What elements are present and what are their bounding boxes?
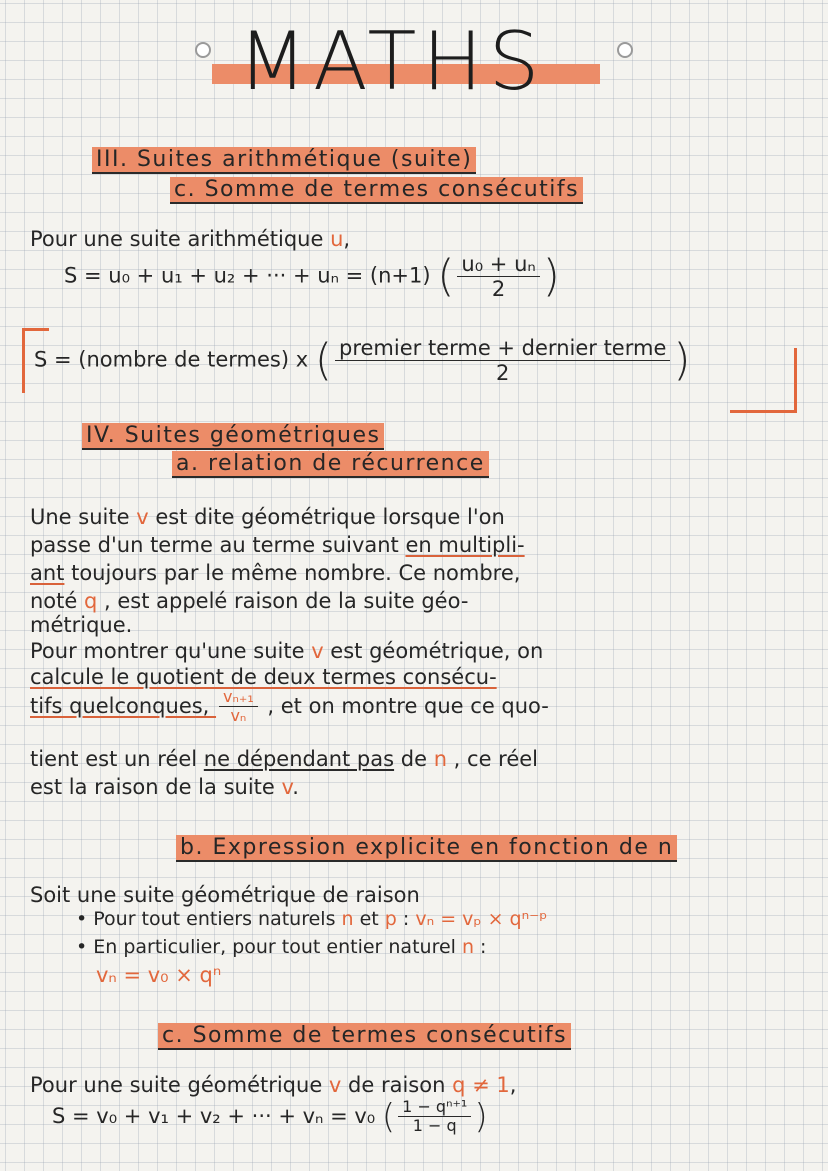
p4-l1-q: q ≠ 1 (452, 1073, 510, 1097)
paren-open: ( (437, 250, 455, 302)
p3-b1-colon: : (396, 908, 416, 930)
p4-l1-c: , (509, 1073, 517, 1097)
p2-l4-b: de (394, 747, 434, 771)
boxed-paren-open: ( (314, 334, 332, 386)
section3-formula (64, 252, 560, 301)
p3-bullet2 (76, 934, 486, 961)
section4-sub-b (176, 834, 677, 862)
p1-line1 (30, 504, 505, 531)
p3-b1-formula: vₙ = vₚ × qⁿ⁻ᵖ (415, 908, 548, 930)
section4-sub-a (172, 450, 489, 478)
p2-l4-a: tient est un réel (30, 747, 204, 771)
p3-b2-b: : (474, 936, 487, 958)
boxed-formula (34, 336, 691, 385)
p4-paren-open: ( (381, 1096, 396, 1137)
boxed-fraction (335, 336, 670, 385)
p4-formula-lhs: S = v₀ + v₁ + v₂ + ··· + vₙ = v₀ (52, 1103, 376, 1128)
p2-line2 (30, 664, 497, 691)
p2-l1-var: v (311, 639, 324, 663)
p2-fraction (219, 688, 258, 726)
p4-formula (52, 1098, 488, 1136)
section3-heading-text: III. Suites arithmétique (suite) (92, 147, 476, 174)
p2-line1 (30, 638, 543, 665)
p2-l4-var: n (433, 747, 447, 771)
p4-l1-a: Pour une suite géométrique (30, 1073, 329, 1097)
p2-l4-underlined: ne dépendant pas (203, 747, 395, 771)
section4-heading (82, 422, 384, 450)
section4-sub-b-text: b. Expression explicite en fonction de n (176, 835, 677, 862)
p4-frac-den: 1 − q (412, 1116, 457, 1136)
boxed-paren-close: ) (673, 334, 691, 386)
p2-line4 (30, 746, 538, 773)
p1-l1-a: Une suite (30, 505, 137, 529)
p1-l1-var: v (136, 505, 149, 529)
p3-bullet2-formula: vₙ = v₀ × qⁿ (96, 963, 222, 987)
p2-l3-a: tifs quelconques, (30, 693, 217, 718)
p2-frac-num: vₙ₊₁ (219, 688, 258, 707)
p1-l4-var: q (84, 589, 98, 613)
binder-hole-right (617, 42, 633, 58)
page-title: MATHS (238, 15, 546, 108)
p2-l4-c: , ce réel (447, 747, 539, 771)
section3-sub-c-text: c. Somme de termes consécutifs (170, 177, 583, 204)
p1-l2-underlined: en multipli- (405, 533, 525, 557)
p2-line5 (30, 774, 299, 801)
boxed-bracket-right (730, 348, 797, 413)
p1-line3 (30, 560, 520, 587)
p2-l1-b: est géométrique, on (323, 639, 544, 663)
p2-l3-b: , et on montre que ce quo- (260, 693, 549, 718)
section3-intro (30, 226, 350, 253)
section3-sub-c (170, 176, 583, 204)
p3-b1-n: n (341, 908, 354, 930)
binder-hole-left (195, 42, 211, 58)
p3-b2-a: • En particulier, pour tout entier naturel (76, 936, 462, 958)
p2-line3 (30, 688, 549, 726)
p1-line2 (30, 532, 525, 559)
p2-l5-var: v (281, 775, 293, 799)
p1-l2-a: passe d'un terme au terme suivant (30, 533, 406, 557)
p4-line1 (30, 1072, 516, 1099)
p3-b2-n: n (461, 936, 475, 958)
formula-fraction (457, 252, 539, 301)
p4-fraction (398, 1098, 471, 1136)
p2-frac-den: vₙ (230, 706, 247, 726)
p4-paren-close: ) (474, 1096, 488, 1137)
p1-l4-b: , est appelé raison de la suite géo- (97, 589, 469, 613)
p2-l1-a: Pour montrer qu'une suite (30, 639, 312, 663)
p1-line5: métrique. (30, 613, 133, 637)
p3-b1-a: • Pour tout entiers naturels (76, 908, 342, 930)
formula-num: u₀ + uₙ (457, 252, 539, 277)
p2-l5-a: est la raison de la suite (30, 775, 282, 799)
p4-l1-b: de raison (341, 1073, 453, 1097)
p2-l2-underlined: calcule le quotient de deux termes consécu- (30, 665, 497, 689)
formula-lhs: S = u₀ + u₁ + u₂ + ··· + uₙ = (n+1) (64, 263, 431, 288)
boxed-num: premier terme + dernier terme (335, 336, 670, 361)
p1-l1-b: est dite géométrique lorsque l'on (148, 505, 505, 529)
intro-pre: Pour une suite arithmétique (30, 227, 331, 251)
p4-frac-num: 1 − qⁿ⁺¹ (398, 1098, 471, 1117)
formula-den: 2 (491, 277, 506, 302)
intro-post: , (343, 227, 351, 251)
p1-l3-underlined: ant (30, 561, 65, 585)
section4-heading-text: IV. Suites géométriques (82, 423, 384, 450)
boxed-den: 2 (496, 361, 510, 386)
p3-b1-p: p (384, 908, 397, 930)
section4-sub-a-text: a. relation de récurrence (172, 451, 489, 478)
p2-l5-b: . (292, 775, 299, 799)
p3-bullet1 (76, 906, 547, 933)
section3-heading (92, 146, 476, 174)
p3-line1: Soit une suite géométrique de raison (30, 883, 420, 907)
intro-var: u (330, 227, 344, 251)
p1-l3-b: toujours par le même nombre. Ce nombre, (64, 561, 521, 585)
section4-sub-c (158, 1022, 571, 1050)
p1-l4-a: noté (30, 589, 84, 613)
p4-l1-var: v (328, 1073, 342, 1097)
section4-sub-c-text: c. Somme de termes consécutifs (158, 1023, 571, 1050)
p1-line4 (30, 588, 468, 615)
boxed-lhs: S = (nombre de termes) x (34, 347, 309, 372)
paren-close: ) (542, 250, 560, 302)
p3-b1-et: et (353, 908, 385, 930)
